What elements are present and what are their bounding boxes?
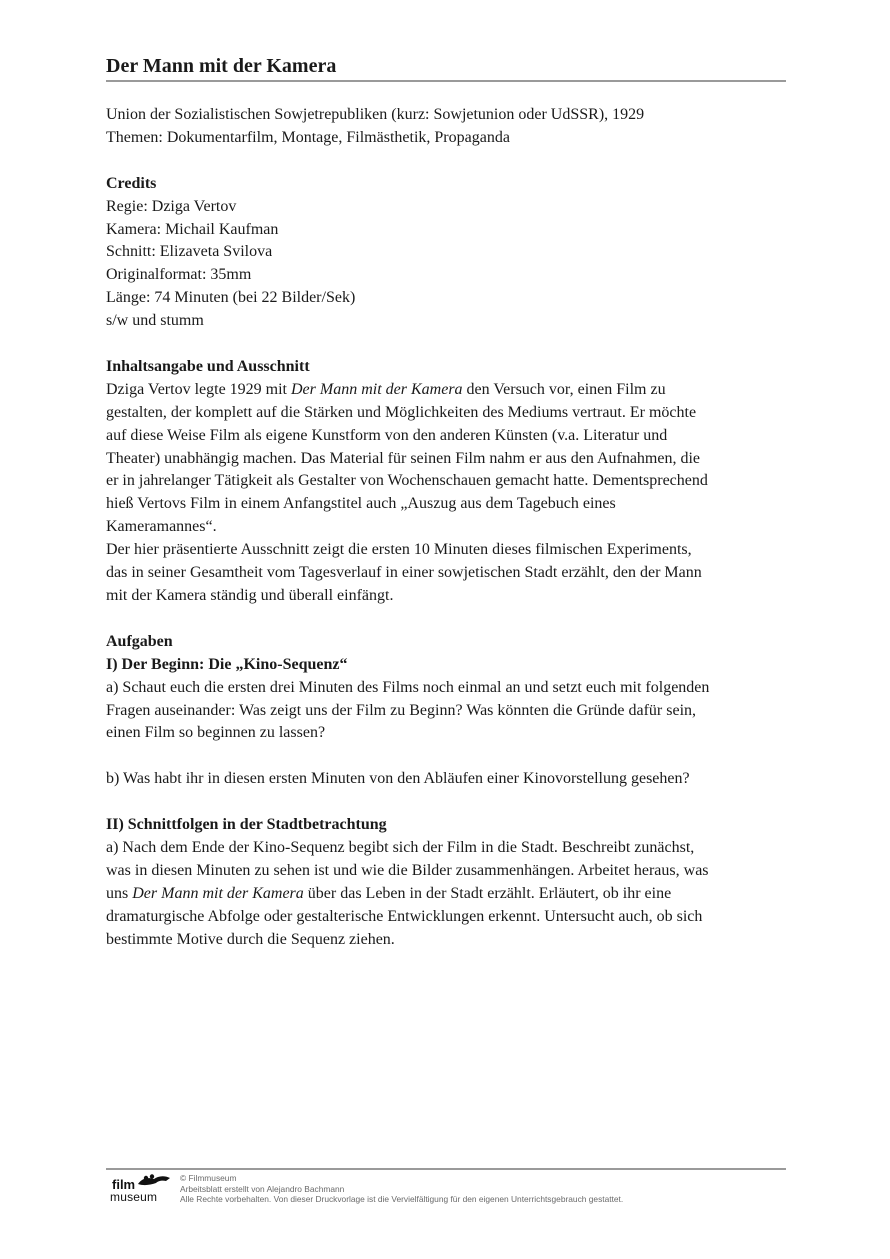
spacer [106, 608, 796, 631]
filmmuseum-logo [108, 1172, 172, 1206]
summary-heading: Inhaltsangabe und Ausschnitt [106, 357, 310, 375]
text-segment: den Versuch vor, einen Film zu [462, 380, 666, 398]
task-line: Fragen auseinander: Was zeigt uns der Film zu Beginn? Was könnten die Gründe dafür sein, [106, 701, 697, 719]
summary-line: gestalten, der komplett auf die Stärken und Möglichkeiten des Mediums vertraut. Er möchte [106, 403, 697, 421]
spacer [106, 333, 796, 356]
page-header [106, 52, 786, 80]
footer-divider [106, 1168, 786, 1170]
summary-line: Der hier präsentierte Ausschnitt zeigt die ersten 10 Minuten dieses filmischen Experiments, [106, 541, 692, 559]
text-segment: über das Leben in der Stadt erzählt. Erläutert, ob ihr eine [303, 884, 672, 902]
tasks-heading: Aufgaben [106, 632, 173, 650]
credit-item: Schnitt: Elizaveta Svilova [106, 243, 273, 261]
text-segment: Dziga Vertov legte 1929 mit [106, 380, 291, 398]
spacer [106, 791, 796, 814]
summary-line: hieß Vertovs Film in einem Anfangstitel auch „Auszug aus dem Tagebuch eines [106, 495, 616, 513]
film-title-italic: Der Mann mit der Kamera [291, 380, 463, 398]
summary-line [106, 379, 796, 402]
credit-item: Länge: 74 Minuten (bei 22 Bilder/Sek) [106, 289, 356, 307]
footer-copyright: © Filmmuseum [180, 1173, 237, 1183]
logo-text-museum: museum [110, 1190, 158, 1204]
task-line: a) Nach dem Ende der Kino-Sequenz begibt sich der Film in die Stadt. Beschreibt zunächst, [106, 838, 695, 856]
summary-line: Kameramannes“. [106, 518, 217, 536]
text-segment: uns [106, 884, 133, 902]
task-line: bestimmte Motive durch die Sequenz ziehen. [106, 930, 395, 948]
title-divider [106, 80, 786, 82]
credits-heading: Credits [106, 174, 157, 192]
task-line: a) Schaut euch die ersten drei Minuten des Films noch einmal an und setzt euch mit folgenden [106, 678, 710, 696]
spacer [106, 745, 796, 768]
credit-item: s/w und stumm [106, 312, 204, 330]
intro-themes: Themen: Dokumentarfilm, Montage, Filmästhetik, Propaganda [106, 128, 510, 146]
summary-line: er in jahrelanger Tätigkeit als Gestalter von Wochenschauen gemacht hatte. Dementsprechend [106, 472, 708, 490]
task-line: was in diesen Minuten zu sehen ist und wie die Bilder zusammenhängen. Arbeitet heraus, was [106, 861, 709, 879]
summary-line: mit der Kamera ständig und überall einfängt. [106, 587, 394, 604]
footer-notes [180, 1173, 623, 1205]
summary-line: das in seiner Gesamtheit vom Tagesverlauf in einer sowjetischen Stadt erzählt, den der Mann [106, 564, 702, 582]
intro-origin: Union der Sozialistischen Sowjetrepubliken (kurz: Sowjetunion oder UdSSR), 1929 [106, 106, 645, 123]
film-camera-icon [136, 1172, 172, 1190]
task-line: einen Film so beginnen zu lassen? [106, 724, 326, 742]
footer-rights: Alle Rechte vorbehalten. Von dieser Druckvorlage ist die Vervielfältigung für den eigenen Unterrichtsgebrauch gestattet. [180, 1194, 624, 1204]
task-section-1-heading: I) Der Beginn: Die „Kino-Sequenz“ [106, 655, 348, 673]
task-line [106, 883, 796, 906]
task-line: b) Was habt ihr in diesen ersten Minuten von den Abläufen einer Kinovorstellung gesehen? [106, 770, 690, 788]
credit-item: Kamera: Michail Kaufman [106, 220, 279, 238]
summary-line: Theater) unabhängig machen. Das Material für seinen Film nahm er aus den Aufnahmen, die [106, 449, 701, 467]
page-title: Der Mann mit der Kamera [106, 55, 337, 77]
spacer [106, 150, 796, 173]
credit-item: Originalformat: 35mm [106, 266, 252, 284]
summary-line: auf diese Weise Film als eigene Kunstform von den anderen Künsten (v.a. Literatur und [106, 426, 668, 444]
footer-author: Arbeitsblatt erstellt von Alejandro Bachmann [180, 1183, 345, 1194]
task-line: dramaturgische Abfolge oder gestalterische Entwicklungen erkennt. Untersucht auch, ob sich [106, 907, 703, 925]
film-title-italic: Der Mann mit der Kamera [132, 884, 304, 902]
document-body [106, 104, 796, 951]
credit-item: Regie: Dziga Vertov [106, 197, 237, 215]
task-section-2-heading: II) Schnittfolgen in der Stadtbetrachtung [106, 816, 387, 834]
logo-text-film: film [112, 1177, 136, 1192]
